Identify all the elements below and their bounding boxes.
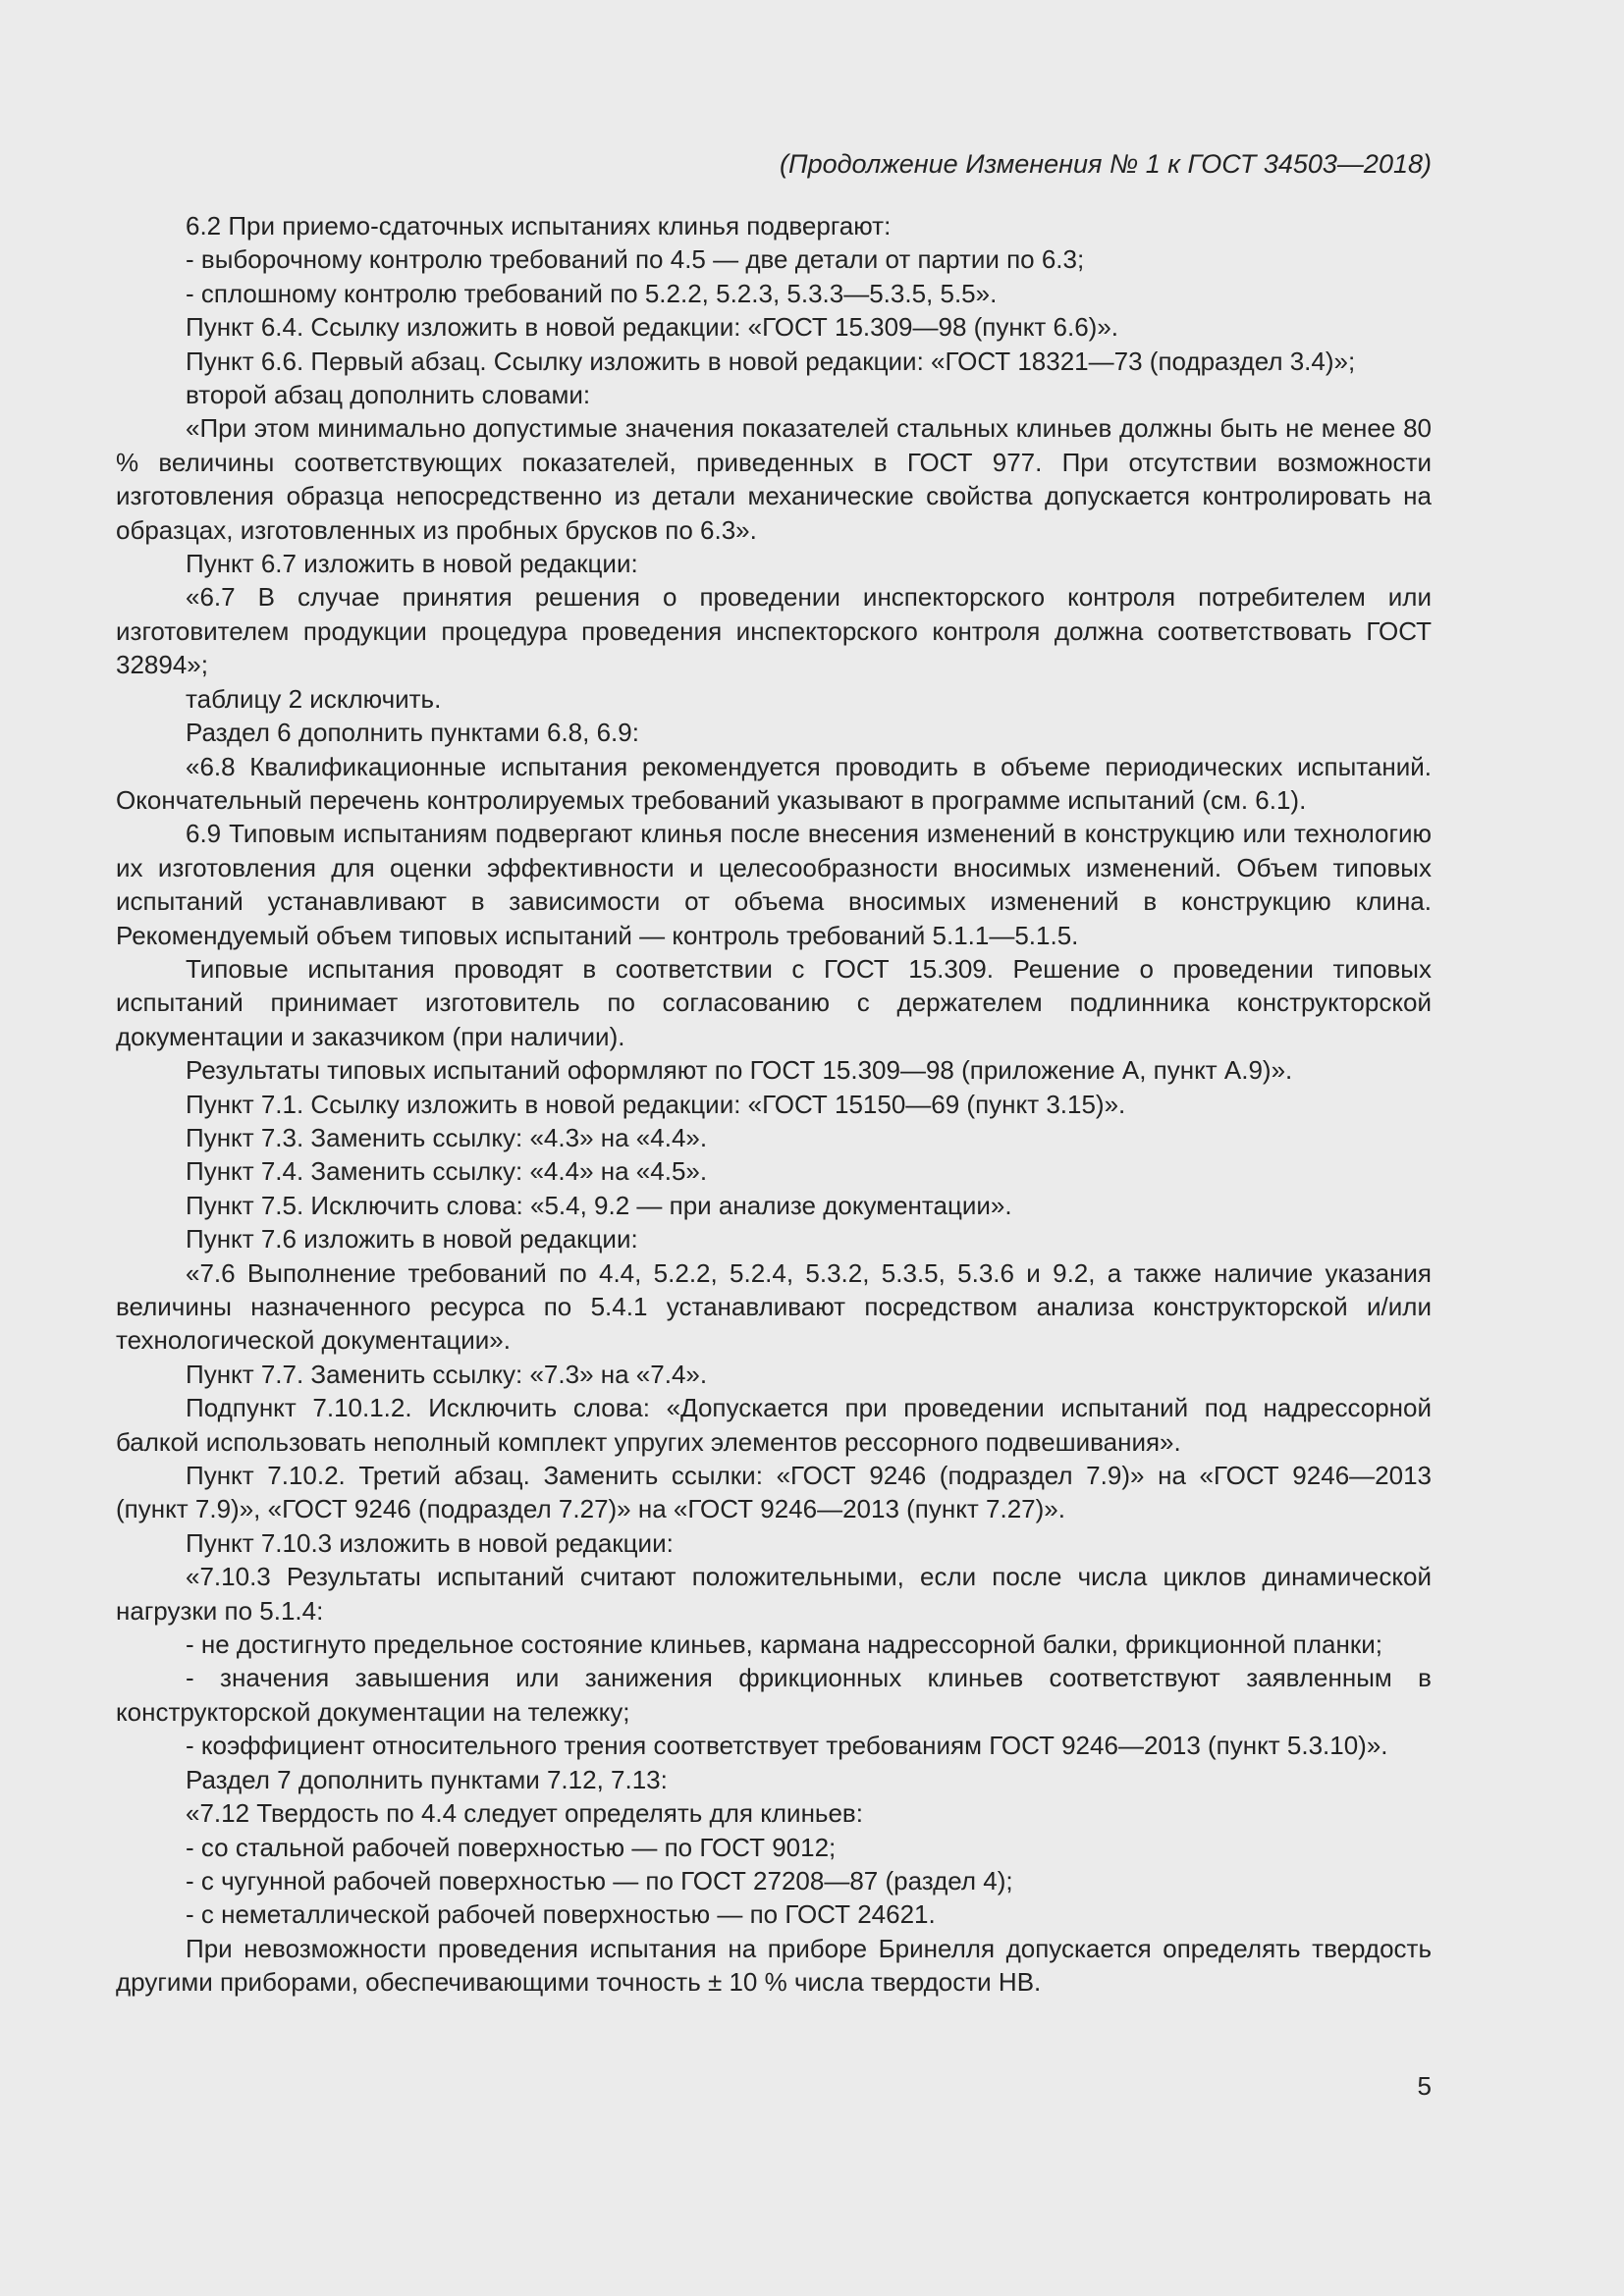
paragraph: 6.9 Типовым испытаниям подвергают клинья после внесения изменений в конструкцию или технологию их изготовления для оценки эффективности и целесообразности вносимых изменений. Объем типовых испытаний устанавливают в зависимости от объема вносимых изменений в конструкцию клина. Рекомендуемый объем типовых испытаний — контроль требований 5.1.1—5.1.5. <box>116 819 1432 950</box>
paragraph: - сплошному контролю требований по 5.2.2, 5.2.3, 5.3.3—5.3.5, 5.5». <box>186 278 998 308</box>
document-body <box>116 209 1432 2000</box>
paragraph: - выборочному контролю требований по 4.5 — две детали от партии по 6.3; <box>186 244 1085 275</box>
paragraph: Пункт 7.1. Ссылку изложить в новой редакции: «ГОСТ 15150—69 (пункт 3.15)». <box>186 1089 1126 1119</box>
paragraph: Пункт 6.7 изложить в новой редакции: <box>186 549 638 579</box>
paragraph: - не достигнуто предельное состояние клиньев, кармана надрессорной балки, фрикционной планки; <box>186 1629 1382 1660</box>
paragraph: Пункт 7.6 изложить в новой редакции: <box>186 1224 638 1255</box>
paragraph: Типовые испытания проводят в соответствии с ГОСТ 15.309. Решение о проведении типовых испытаний принимает изготовитель по согласованию с держателем подлинника конструкторской документации и заказчиком (при наличии). <box>116 953 1432 1051</box>
paragraph: - с чугунной рабочей поверхностью — по ГОСТ 27208—87 (раздел 4); <box>186 1865 1013 1896</box>
paragraph: «7.10.3 Результаты испытаний считают положительными, если после числа циклов динамической нагрузки по 5.1.4: <box>116 1562 1432 1626</box>
paragraph: второй абзац дополнить словами: <box>186 380 591 410</box>
paragraph: Пункт 7.4. Заменить ссылку: «4.4» на «4.5». <box>186 1156 708 1187</box>
paragraph: - значения завышения или занижения фрикционных клиньев соответствуют заявленным в конструкторской документации на тележку; <box>116 1663 1432 1727</box>
paragraph: Раздел 7 дополнить пунктами 7.12, 7.13: <box>186 1764 668 1794</box>
paragraph: Пункт 7.7. Заменить ссылку: «7.3» на «7.4». <box>186 1359 708 1389</box>
paragraph: «7.6 Выполнение требований по 4.4, 5.2.2, 5.2.4, 5.3.2, 5.3.5, 5.3.6 и 9.2, а также наличие указания величины назначенного ресурса по 5.4.1 устанавливают посредством анализа конструкторской и/или технологической документации». <box>116 1257 1432 1356</box>
paragraph: Пункт 6.4. Ссылку изложить в новой редакции: «ГОСТ 15.309—98 (пункт 6.6)». <box>186 312 1119 343</box>
paragraph: Результаты типовых испытаний оформляют по ГОСТ 15.309—98 (приложение А, пункт А.9)». <box>186 1055 1293 1086</box>
paragraph: таблицу 2 исключить. <box>186 683 442 714</box>
paragraph: Пункт 7.3. Заменить ссылку: «4.3» на «4.4». <box>186 1122 708 1152</box>
paragraph: - коэффициент относительного трения соответствует требованиям ГОСТ 9246—2013 (пункт 5.3.10)». <box>186 1731 1388 1761</box>
paragraph: «7.12 Твердость по 4.4 следует определять для клиньев: <box>186 1798 863 1829</box>
paragraph: Пункт 7.10.2. Третий абзац. Заменить ссылки: «ГОСТ 9246 (подраздел 7.9)» на «ГОСТ 9246—2013 (пункт 7.9)», «ГОСТ 9246 (подраздел 7.27)» на «ГОСТ 9246—2013 (пункт 7.27)». <box>116 1461 1432 1524</box>
paragraph: При невозможности проведения испытания на приборе Бринелля допускается определять твердость другими приборами, обеспечивающими точность ± 10 % числа твердости НВ. <box>116 1933 1432 1998</box>
paragraph: Пункт 7.5. Исключить слова: «5.4, 9.2 — при анализе документации». <box>186 1190 1012 1220</box>
paragraph: Пункт 7.10.3 изложить в новой редакции: <box>186 1527 674 1558</box>
page-number: 5 <box>1417 2071 1432 2101</box>
paragraph: Пункт 6.6. Первый абзац. Ссылку изложить в новой редакции: «ГОСТ 18321—73 (подраздел 3.4)»; <box>186 346 1356 376</box>
paragraph: «При этом минимально допустимые значения показателей стальных клиньев должны быть не менее 80 % величины соответствующих показателей, приведенных в ГОСТ 977. При отсутствии возможности изготовления образца непосредственно из детали механические свойства допускается контролировать на образцах, изготовленных из пробных брусков по 6.3». <box>116 413 1432 545</box>
page-header: (Продолжение Изменения № 1 к ГОСТ 34503—2018) <box>780 149 1432 179</box>
paragraph: «6.8 Квалификационные испытания рекомендуется проводить в объеме периодических испытаний. Окончательный перечень контролируемых требований указывают в программе испытаний (см. 6.1). <box>116 751 1432 815</box>
paragraph: Раздел 6 дополнить пунктами 6.8, 6.9: <box>186 718 639 748</box>
paragraph: - с неметаллической рабочей поверхностью — по ГОСТ 24621. <box>186 1899 936 1930</box>
paragraph: - со стальной рабочей поверхностью — по ГОСТ 9012; <box>186 1832 837 1862</box>
paragraph: Подпункт 7.10.1.2. Исключить слова: «Допускается при проведении испытаний под надрессорной балкой использовать неполный комплект упругих элементов рессорного подвешивания». <box>116 1393 1432 1457</box>
paragraph: «6.7 В случае принятия решения о проведении инспекторского контроля потребителем или изготовителем продукции процедура проведения инспекторского контроля должна соответствовать ГОСТ 32894»; <box>116 582 1432 680</box>
paragraph: 6.2 При приемо-сдаточных испытаниях клинья подвергают: <box>186 211 892 240</box>
